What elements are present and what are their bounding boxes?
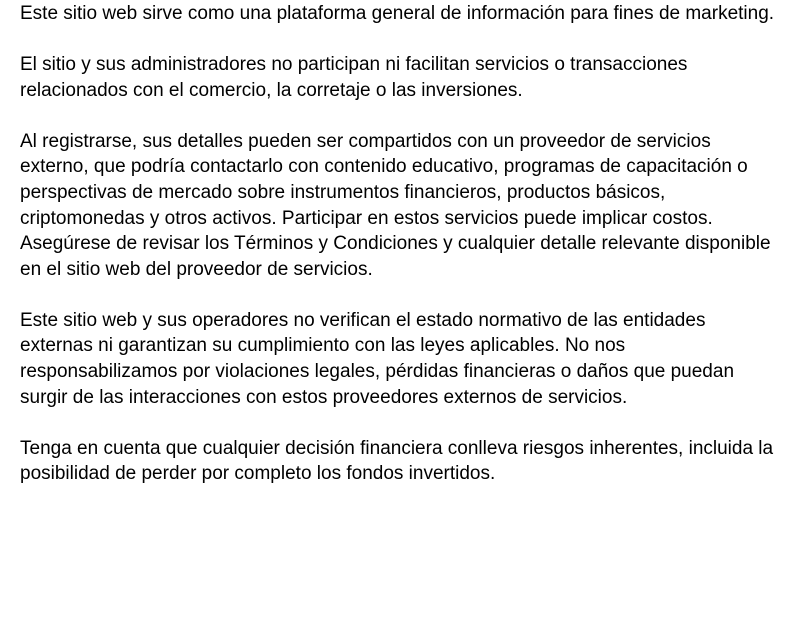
disclaimer-paragraph-liability: Este sitio web y sus operadores no verifican el estado normativo de las entidades externas ni garantizan su cumplimiento con las leyes aplicables. No nos responsabilizamos por violaciones legales, pérdidas financieras o daños que puedan surgir de las interacciones con estos proveedores externos de servicios. [20, 309, 735, 408]
disclaimer-paragraph-no-services: El sitio y sus administradores no participan ni facilitan servicios o transacciones relacionados con el comercio, la corretaje o las inversiones. [20, 54, 688, 101]
disclaimer-paragraph-risk: Tenga en cuenta que cualquier decisión financiera conlleva riesgos inherentes, incluida la posibilidad de perder por completo los fondos invertidos. [20, 437, 774, 485]
disclaimer-paragraph-marketing: Este sitio web sirve como una plataforma general de información para fines de marketing. [20, 3, 775, 24]
disclaimer-paragraph-registration: Al registrarse, sus detalles pueden ser compartidos con un proveedor de servicios externo, que podría contactarlo con contenido educativo, programas de capacitación o perspectivas de mercado sobre instrumentos financieros, productos básicos, criptomonedas y otros activos. Participar en estos servicios puede implicar costos. Asegúrese de revisar los Términos y Condiciones y cualquier detalle relevante disponible en el sitio web del proveedor de servicios. [20, 130, 771, 280]
